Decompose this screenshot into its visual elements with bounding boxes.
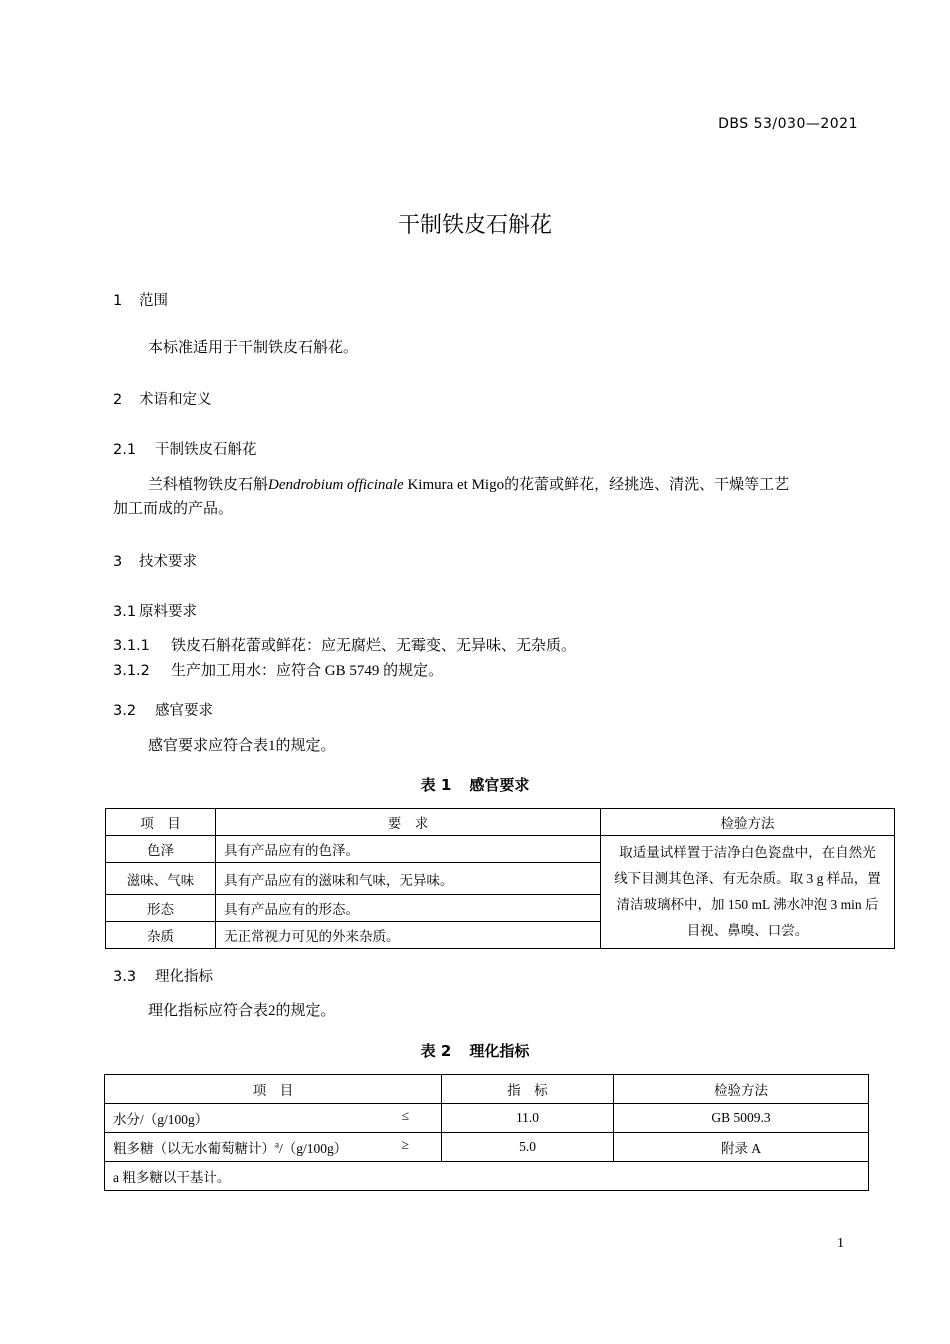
- caption-number: 表 1: [420, 776, 452, 794]
- row-requirement: 具有产品应有的形态。: [216, 895, 601, 922]
- comparison-symbol: ≥: [401, 1137, 409, 1152]
- row-item: 形态: [106, 895, 216, 922]
- definition-text-after: Kimura et Migo的花蕾或鲜花，经挑选、清洗、干燥等工艺: [403, 477, 790, 493]
- footnote-marker: a: [275, 1139, 279, 1150]
- section-1-heading: [113, 289, 168, 310]
- section-title: 技术要求: [139, 554, 197, 570]
- row-value: 11.0: [442, 1104, 614, 1133]
- section-3-2-heading: [113, 699, 213, 720]
- caption-number: 表 2: [420, 1042, 452, 1060]
- row-requirement: 具有产品应有的色泽。: [216, 836, 601, 863]
- section-title: 原料要求: [139, 604, 197, 620]
- row-value: 5.0: [442, 1133, 614, 1162]
- clause-3-1-2: [113, 659, 443, 683]
- clause-3-1-1: [113, 634, 576, 658]
- page-number: 1: [837, 1236, 844, 1251]
- latin-name: Dendrobium officinale: [268, 477, 404, 493]
- section-number: 2: [113, 392, 123, 408]
- row-item: [105, 1133, 442, 1162]
- section-number: 3.1: [113, 604, 137, 620]
- section-title: 感官要求: [155, 703, 213, 719]
- section-3-1-heading: [113, 600, 197, 621]
- row-method: 附录 A: [614, 1133, 869, 1162]
- clause-text: 生产加工用水：应符合 GB 5749 的规定。: [171, 663, 444, 679]
- row-item: 杂质: [106, 922, 216, 949]
- row-requirement: 无正常视力可见的外来杂质。: [216, 922, 601, 949]
- section-title: 干制铁皮石斛花: [155, 442, 257, 458]
- clause-text: 铁皮石斛花蕾或鲜花：应无腐烂、无霉变、无异味、无杂质。: [171, 638, 577, 654]
- section-number: 1: [113, 293, 123, 309]
- method-line: 清洁玻璃杯中，加 150 mL 沸水冲泡 3 min 后: [616, 897, 879, 912]
- table-2-caption: [0, 1040, 950, 1061]
- section-3-3-heading: [113, 965, 213, 986]
- definition-text-line1: [148, 473, 789, 497]
- section-number: 3: [113, 554, 123, 570]
- table-footnote-row: [105, 1162, 869, 1191]
- item-label: 水分/（g/100g）: [113, 1112, 209, 1127]
- method-line: 线下目测其色泽、有无杂质。取 3 g 样品，置: [614, 871, 881, 886]
- section-title: 范围: [139, 293, 168, 309]
- table-row: [105, 1133, 869, 1162]
- section-number: 3.2: [113, 703, 137, 719]
- standard-code: DBS 53/030—2021: [718, 116, 858, 132]
- document-title: 干制铁皮石斛花: [397, 213, 552, 238]
- header-requirement: 要 求: [216, 809, 601, 836]
- table-header-row: [105, 1075, 869, 1104]
- section-number: 2.1: [113, 442, 137, 458]
- comparison-symbol: ≤: [401, 1108, 409, 1123]
- clause-number: 3.1.2: [113, 663, 150, 679]
- section-1-text: 本标准适用于干制铁皮石斛花。: [148, 340, 359, 356]
- row-item: 色泽: [106, 836, 216, 863]
- section-3-2-text: 感官要求应符合表1的规定。: [148, 738, 336, 754]
- physicochemical-indicators-table: [104, 1074, 869, 1191]
- clause-number: 3.1.1: [113, 638, 150, 654]
- table-row: [106, 836, 895, 863]
- row-item: 滋味、气味: [106, 863, 216, 895]
- item-label: 粗多糖（以无水葡萄糖计）: [113, 1141, 275, 1156]
- table-1-caption: [0, 774, 950, 795]
- item-unit: /（g/100g）: [279, 1141, 348, 1156]
- inspection-method-cell: [601, 836, 895, 949]
- header-method: 检验方法: [601, 809, 895, 836]
- sensory-requirements-table: [105, 808, 895, 949]
- section-3-3-text: 理化指标应符合表2的规定。: [148, 1003, 336, 1019]
- table-row: [105, 1104, 869, 1133]
- row-item: [105, 1104, 442, 1133]
- row-method: GB 5009.3: [614, 1104, 869, 1133]
- section-number: 3.3: [113, 969, 137, 985]
- header-method: 检验方法: [614, 1075, 869, 1104]
- caption-title: 感官要求: [469, 776, 530, 794]
- table-header-row: [106, 809, 895, 836]
- header-indicator: 指 标: [442, 1075, 614, 1104]
- section-title: 理化指标: [155, 969, 213, 985]
- section-2-1-heading: [113, 438, 257, 459]
- header-item: 项 目: [106, 809, 216, 836]
- method-line: 目视、鼻嗅、口尝。: [686, 923, 809, 938]
- header-item: 项 目: [105, 1075, 442, 1104]
- caption-title: 理化指标: [469, 1042, 530, 1060]
- table-footnote: a 粗多糖以干基计。: [105, 1162, 869, 1191]
- definition-text-before: 兰科植物铁皮石斛: [148, 477, 269, 493]
- definition-text-line2: 加工而成的产品。: [113, 501, 234, 517]
- method-line: 取适量试样置于洁净白色瓷盘中，在自然光: [619, 845, 876, 860]
- section-title: 术语和定义: [139, 392, 212, 408]
- row-requirement: 具有产品应有的滋味和气味，无异味。: [216, 863, 601, 895]
- section-3-heading: [113, 550, 197, 571]
- section-2-heading: [113, 388, 212, 409]
